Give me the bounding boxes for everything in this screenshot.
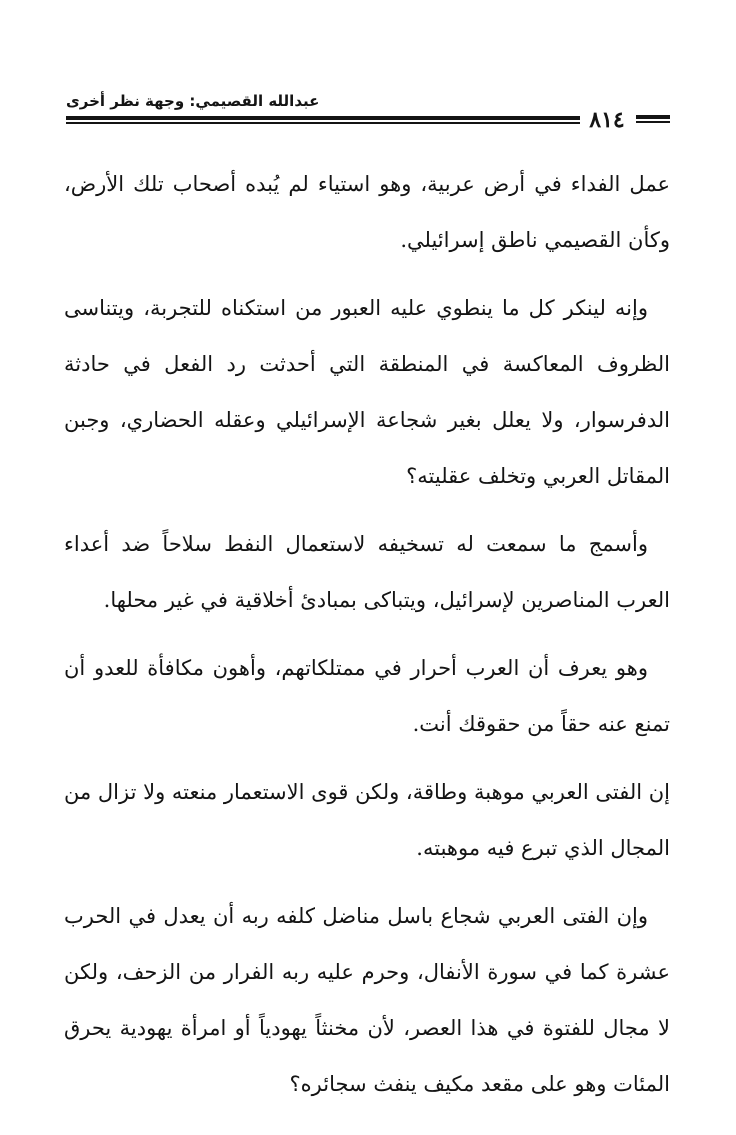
running-title: عبدالله القصيمي: وجهة نظر أخرى <box>66 92 320 110</box>
paragraph-2: وإنه لينكر كل ما ينطوي عليه العبور من استكناه للتجربة، ويتناسى الظروف المعاكسة في المنطقة التي أحدثت رد الفعل في حادثة الدفرسوار، ولا يعلل بغير شجاعة الإسرائيلي وعقله الحضاري، وجبن المقاتل العربي وتخلف عقليته؟ <box>64 296 670 488</box>
body-text <box>64 156 670 1124</box>
page-header <box>64 88 670 133</box>
paragraph-3: وأسمج ما سمعت له تسخيفه لاستعمال النفط سلاحاً ضد أعداء العرب المناصرين لإسرائيل، ويتباكى بمبادئ أخلاقية في غير محلها. <box>64 532 670 612</box>
page-number-rule-thick <box>636 115 670 119</box>
header-rule-thick <box>66 116 580 120</box>
paragraph-6: وإن الفتى العربي شجاع باسل مناضل كلفه ربه أن يعدل في الحرب عشرة كما في سورة الأنفال، وحرم عليه ربه الفرار من الزحف، ولكن لا مجال للفتوة في هذا العصر، لأن مخنثاً يهودياً أو امرأة يهودية يحرق المئات وهو على مقعد مكيف ينفث سجائره؟ <box>64 904 670 1096</box>
page-number-rule-thin <box>636 121 670 123</box>
paragraph-1: عمل الفداء في أرض عربية، وهو استياء لم يُبده أصحاب تلك الأرض، وكأن القصيمي ناطق إسرائيلي. <box>64 172 670 252</box>
paragraph-5: إن الفتى العربي موهبة وطاقة، ولكن قوى الاستعمار منعته ولا تزال من المجال الذي تبرع فيه موهبته. <box>64 780 670 860</box>
paragraph-4: وهو يعرف أن العرب أحرار في ممتلكاتهم، وأهون مكافأة للعدو أن تمنع عنه حقاً من حقوقك أنت. <box>64 656 670 736</box>
header-rule-thin <box>66 122 580 124</box>
page-number: ٨١٤ <box>589 107 625 133</box>
